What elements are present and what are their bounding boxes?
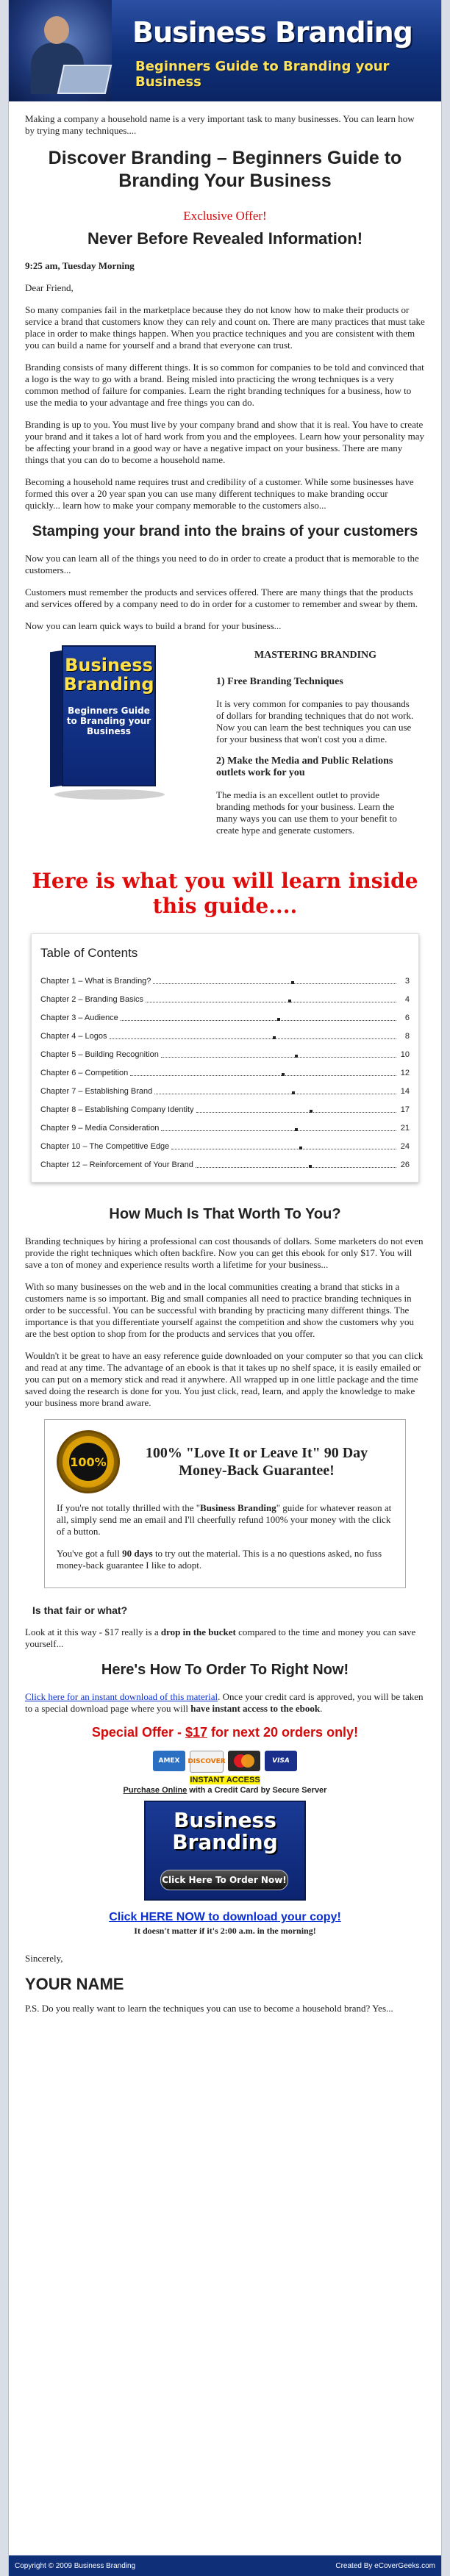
toc-row: Chapter 7 – Establishing Brand 14 (40, 1087, 410, 1096)
signature-name: YOUR NAME (25, 1975, 124, 1993)
mastering-branding-box (216, 642, 415, 847)
body-paragraph: So many companies fail in the marketplace because they do not know how to make their products or service a brand that customers know they can rely and count on. There are many practices that must take place in order to make things happen. When you practice techniques and you are consistent with them you can build a name for yourself and a brand that everyone can trust. (25, 304, 425, 351)
worth-paragraph: With so many businesses on the web and in the local communities creating a brand that sticks in a customers name is so important. Big and small companies all need to practice branding techniques in order to be successful. You can be successful with branding by practicing many different things. The importance is that you differentiate yourself against the competition and show the customers why you are the best option to shop from for the products and services that you offer. (25, 1281, 415, 1339)
worth-paragraph: Wouldn't it be great to have an easy reference guide downloaded on your computer so that you can click and read at any time. The advantage of an ebook is that it takes up no shelf space, it is easily emailed or you can put on a memory stick and read it anywhere. All wrapped up in one little package and the time saved doing the research is done for you. You just click, read, learn, and apply the knowledge to make your business more brand aware. (25, 1350, 424, 1408)
toc-row: Chapter 8 – Establishing Company Identity 17 (40, 1105, 410, 1114)
special-offer: Special Offer - $17 for next 20 orders only! (91, 1725, 359, 1740)
ebook-cover-title: Business Branding (63, 655, 154, 695)
feature-text: It is very common for companies to pay thousands of dollars for branding techniques that do not work. Now you can learn the best techniques you can use for your business that won't cost you a dime. (216, 698, 414, 745)
guarantee-box (44, 1419, 406, 1588)
worth-paragraph: Branding techniques by hiring a professional can cost thousands of dollars. Some marketers do not even provide the right techniques which often backfire. Now you can get this ebook for only $17. You will save a ton of money and experience results worth a lifetime for your business... (25, 1235, 424, 1270)
special-price: $17 (185, 1725, 208, 1740)
guarantee-text: If you're not totally thrilled with the "Business Branding" guide for whatever reason at all, simply send me an email and I'll cheerfully refund 100% your money with the click of a button. (57, 1502, 392, 1537)
guarantee-text: You've got a full 90 days to try out the material. This is a no questions asked, no fuss money-back guarantee I like to adopt. (57, 1548, 382, 1571)
order-box-title: Business Branding (172, 1808, 278, 1854)
toc-row: Chapter 1 – What is Branding? 3 (40, 977, 410, 986)
worth-heading: How Much Is That Worth To You? (109, 1206, 341, 1222)
exclusive-offer: Exclusive Offer! (183, 209, 267, 223)
mastering-section (25, 642, 425, 847)
toc-row: Chapter 4 – Logos 8 (40, 1032, 410, 1041)
businessman-laptop-image (9, 0, 112, 101)
toc-row: Chapter 2 – Branding Basics 4 (40, 995, 410, 1004)
ebook-cover-subtitle: Beginners Guide to Branding your Business (66, 706, 151, 736)
toc-row: Chapter 10 – The Competitive Edge 24 (40, 1142, 410, 1151)
body-paragraph: Branding consists of many different things. It is so common for companies to be told and convinced that a logo is the way to go with a brand. Being misled into practicing the wrong techniques is a very common method of failure for companies. Learn the right branding techniques for a business, how to use the media to your advantage and free things you can do. (25, 362, 424, 408)
subheadline: Never Before Revealed Information! (87, 229, 363, 248)
guarantee-title: 100% "Love It or Leave It" 90 Day Money-Back Guarantee! (145, 1445, 368, 1479)
toc-row: Chapter 3 – Audience 6 (40, 1013, 410, 1022)
header-banner (9, 0, 441, 101)
footer (9, 2555, 441, 2576)
feature-title: 1) Free Branding Techniques (216, 676, 343, 687)
toc-row: Chapter 5 – Building Recognition 10 (40, 1050, 410, 1059)
order-now-banner[interactable] (144, 1801, 306, 1901)
header-title: Business Branding (132, 16, 413, 49)
ebook-cover-image (47, 645, 194, 814)
instant-download-link[interactable]: Click here for an instant download of this material (25, 1691, 218, 1702)
instant-access-label: INSTANT ACCESS (190, 1776, 260, 1784)
credit-text: Created By eCoverGeeks.com (335, 2561, 435, 2570)
mastering-heading: MASTERING BRANDING (254, 650, 377, 661)
body-paragraph: Branding is up to you. You must live by your company brand and show that it is real. You have to create your brand and it takes a lot of hard work from you and the employees. Learn how your personality may be affecting your brand in a good way or have a negative impact on your business. There are many things that you can do to become a household name. (25, 419, 424, 465)
stamping-heading: Stamping your brand into the brains of your customers (32, 523, 418, 539)
mastercard-icon (228, 1751, 260, 1771)
discover-card-icon: DISCOVER (190, 1751, 224, 1773)
feature-title: 2) Make the Media and Public Relations outlets work for you (216, 756, 393, 778)
visa-card-icon: VISA (265, 1751, 297, 1771)
fair-paragraph: Look at it this way - $17 really is a drop in the bucket compared to the time and money you can save yourself... (25, 1626, 416, 1649)
fair-question: Is that fair or what? (32, 1604, 128, 1616)
dateline: 9:25 am, Tuesday Morning (25, 260, 135, 271)
toc-title: Table of Contents (40, 946, 138, 960)
stamping-paragraph: Now you can learn all of the things you need to do in order to create a product that is memorable to the customers... (25, 553, 419, 575)
main-headline: Discover Branding – Beginners Guide to Branding Your Business (48, 148, 402, 191)
purchase-note: Purchase Online with a Credit Card by Secure Server (123, 1786, 327, 1795)
download-link-row (25, 1911, 425, 1924)
credit-cards (25, 1751, 425, 1773)
toc-row: Chapter 12 – Reinforcement of Your Brand 26 (40, 1160, 410, 1169)
intro-text: Making a company a household name is a very important task to many businesses. You can learn how by trying many techniques.... (25, 113, 415, 136)
guarantee-seal-icon: 100% (57, 1430, 120, 1493)
salutation: Dear Friend, (25, 282, 74, 293)
sales-page (8, 0, 442, 2576)
header-subtitle: Beginners Guide to Branding your Business (135, 59, 390, 90)
feature-text: The media is an excellent outlet to provide branding methods for your business. Learn the many ways you can use them to your benefit to create hype and generate customers. (216, 789, 397, 836)
order-heading: Here's How To Order To Right Now! (101, 1662, 349, 1678)
copyright-text: Copyright © 2009 Business Branding (15, 2561, 136, 2570)
stamping-paragraph: Customers must remember the products and services offered. There are many things that the products and services offered by a company need to do in order for a customer to remember and swear by them. (25, 586, 418, 609)
download-now-link[interactable]: Click HERE NOW to download your copy! (109, 1911, 341, 1923)
order-now-button[interactable]: Click Here To Order Now! (160, 1870, 288, 1890)
table-of-contents (31, 933, 419, 1183)
postscript: P.S. Do you really want to learn the techniques you can use to become a household brand? Yes... (25, 2003, 393, 2014)
stamping-paragraph: Now you can learn quick ways to build a brand for your business... (25, 620, 282, 631)
toc-row: Chapter 9 – Media Consideration 21 (40, 1124, 410, 1133)
learn-heading: Here is what you will learn inside this guide.... (32, 869, 418, 918)
download-note: It doesn't matter if it's 2:00 a.m. in the morning! (134, 1926, 316, 1936)
amex-card-icon: AMEX (153, 1751, 185, 1771)
order-paragraph: Click here for an instant download of this material. Once your credit card is approved, you will be taken to a special download page where you will have instant access to the ebook. (25, 1691, 424, 1714)
sincerely: Sincerely, (25, 1953, 63, 1964)
body-paragraph: Becoming a household name requires trust and credibility of a customer. While some businesses have formed this over a 20 year span you can use many different techniques to make branding occur quickly... learn how to make your company memorable to the customers also... (25, 476, 414, 511)
toc-row: Chapter 6 – Competition 12 (40, 1069, 410, 1077)
